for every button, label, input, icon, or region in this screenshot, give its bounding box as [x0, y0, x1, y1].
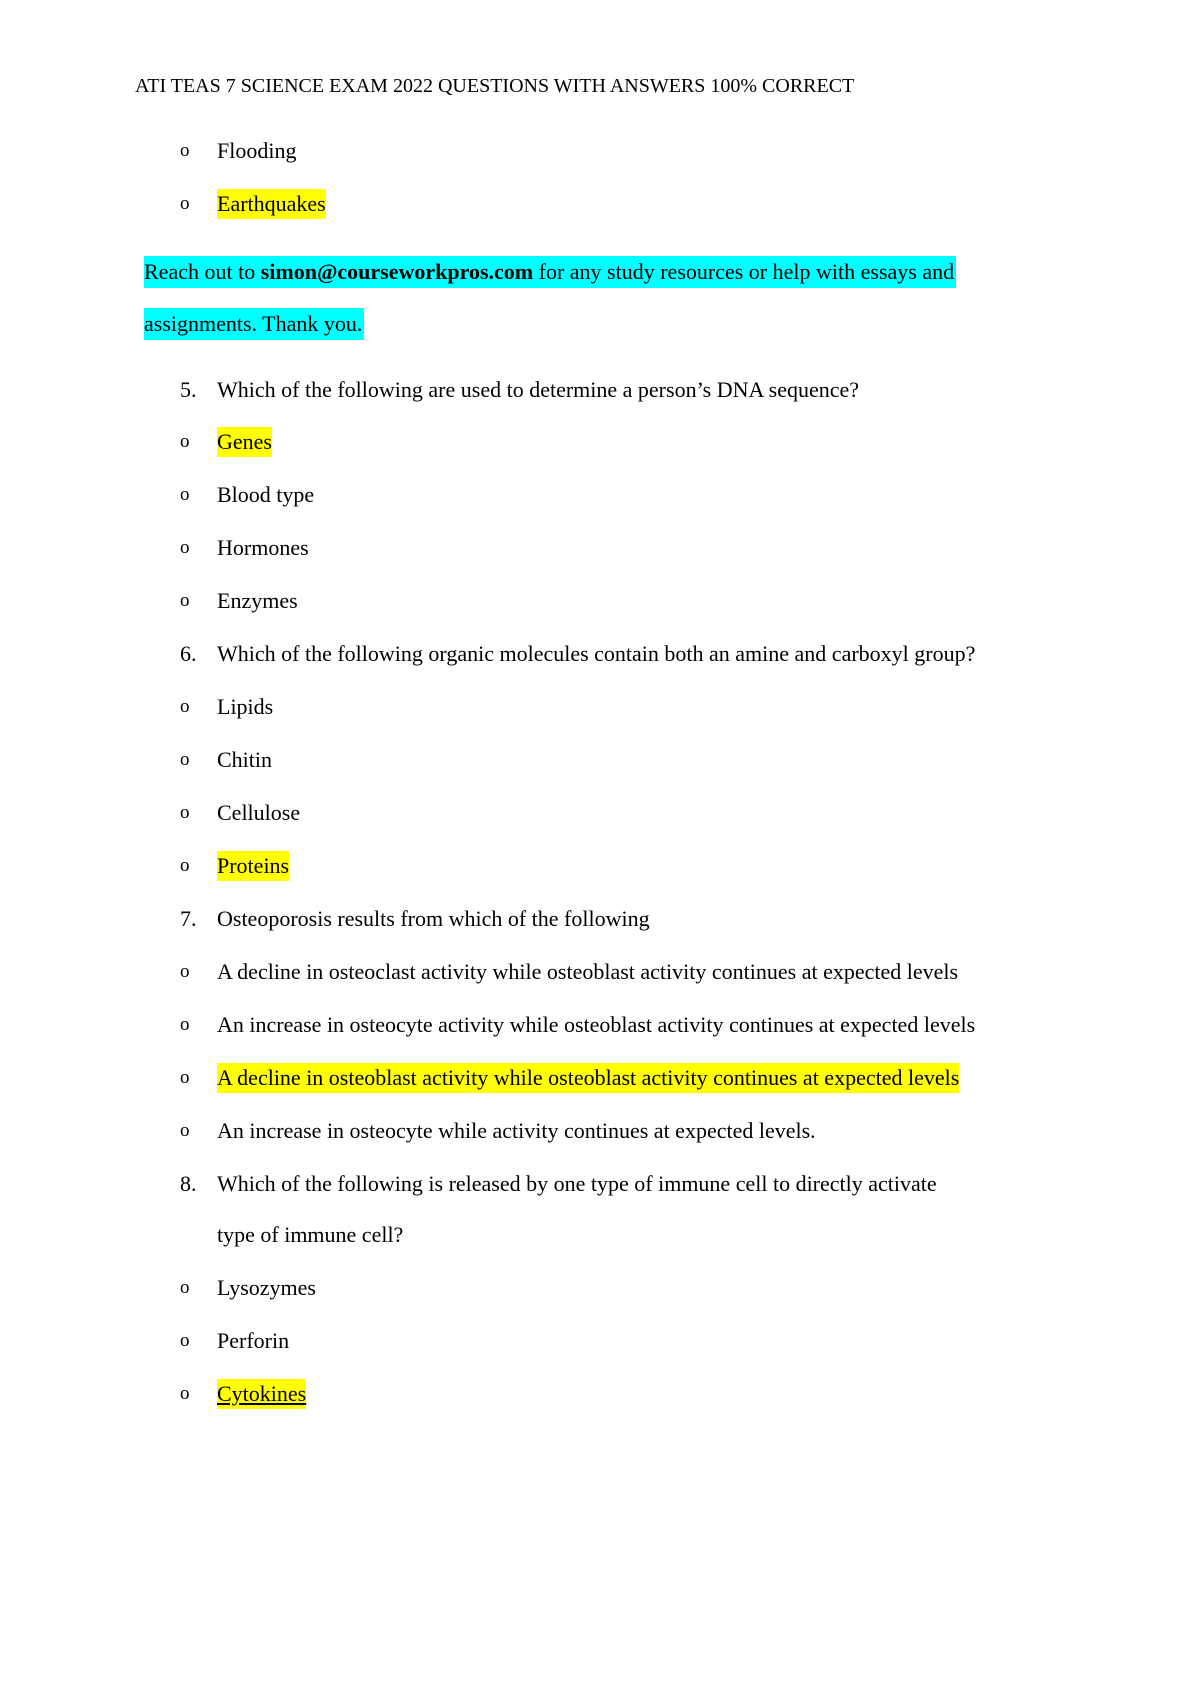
question-text-continued: [0, 1220, 1190, 1250]
option-item: [0, 798, 1190, 828]
question-item: [0, 375, 1190, 405]
correct-answer-highlight: Proteins: [217, 851, 289, 881]
option-item: [0, 1010, 1190, 1040]
correct-answer-highlight: A decline in osteoblast activity while osteoblast activity continues at expected levels: [217, 1063, 959, 1093]
question-text: Osteoporosis results from which of the following: [217, 906, 650, 931]
question-number: 6.: [180, 641, 197, 666]
question-item: [0, 639, 1190, 669]
bullet-icon: o: [180, 1014, 190, 1035]
option-item: [0, 957, 1190, 987]
notice-prefix: Reach out to: [144, 259, 261, 284]
contact-notice-line-2: assignments. Thank you.: [144, 308, 364, 340]
option-text: Enzymes: [217, 588, 298, 613]
option-text: Hormones: [217, 535, 309, 560]
bullet-icon: o: [180, 1330, 190, 1351]
bullet-icon: o: [180, 749, 190, 770]
bullet-icon: o: [180, 1067, 190, 1088]
bullet-icon: o: [180, 537, 190, 558]
option-item: [0, 851, 1190, 881]
question-text-line-2: type of immune cell?: [217, 1222, 404, 1247]
option-item: [0, 480, 1190, 510]
option-item: [0, 1273, 1190, 1303]
option-text: Perforin: [217, 1328, 290, 1353]
option-item: [0, 586, 1190, 616]
option-text: Lysozymes: [217, 1275, 316, 1300]
question-number: 5.: [180, 377, 197, 402]
notice-suffix: for any study resources or help with essays and: [533, 259, 955, 284]
option-text: Cellulose: [217, 800, 301, 825]
contact-email-link[interactable]: simon@courseworkpros.com: [260, 259, 534, 284]
bullet-icon: o: [180, 1383, 190, 1404]
bullet-icon: o: [180, 1277, 190, 1298]
bullet-icon: o: [180, 431, 190, 452]
option-text: Flooding: [217, 138, 297, 163]
option-item: [0, 189, 1190, 219]
option-text: An increase in osteocyte while activity continues at expected levels.: [217, 1118, 816, 1143]
option-item: [0, 533, 1190, 563]
option-item: [0, 1326, 1190, 1356]
question-number: 8.: [180, 1171, 197, 1196]
question-text: Which of the following organic molecules contain both an amine and carboxyl group?: [217, 641, 976, 666]
question-item: [0, 1169, 1190, 1199]
option-item: [0, 427, 1190, 457]
correct-answer-highlight: Earthquakes: [217, 189, 326, 219]
bullet-icon: o: [180, 802, 190, 823]
bullet-icon: o: [180, 1120, 190, 1141]
correct-answer-highlight: Cytokines: [217, 1379, 306, 1409]
option-item: [0, 1063, 1190, 1093]
bullet-icon: o: [180, 696, 190, 717]
bullet-icon: o: [180, 855, 190, 876]
question-text: Which of the following are used to determine a person’s DNA sequence?: [217, 377, 860, 402]
option-text: An increase in osteocyte activity while osteoblast activity continues at expected levels: [217, 1012, 976, 1037]
bullet-icon: o: [180, 484, 190, 505]
bullet-icon: o: [180, 961, 190, 982]
bullet-icon: o: [180, 140, 190, 161]
option-text: Blood type: [217, 482, 315, 507]
option-item: [0, 1379, 1190, 1409]
option-text: A decline in osteoclast activity while osteoblast activity continues at expected levels: [217, 959, 959, 984]
option-item: [0, 692, 1190, 722]
option-text: Chitin: [217, 747, 273, 772]
contact-notice-line-1: [144, 256, 956, 288]
option-item: [0, 745, 1190, 775]
bullet-icon: o: [180, 590, 190, 611]
bullet-icon: o: [180, 193, 190, 214]
option-item: [0, 1116, 1190, 1146]
option-text: Lipids: [217, 694, 274, 719]
question-text: Which of the following is released by one type of immune cell to directly activate: [217, 1171, 937, 1196]
option-item: [0, 136, 1190, 166]
question-item: [0, 904, 1190, 934]
page-header: ATI TEAS 7 SCIENCE EXAM 2022 QUESTIONS WITH ANSWERS 100% CORRECT: [135, 75, 855, 97]
question-number: 7.: [180, 906, 197, 931]
correct-answer-highlight: Genes: [217, 427, 272, 457]
